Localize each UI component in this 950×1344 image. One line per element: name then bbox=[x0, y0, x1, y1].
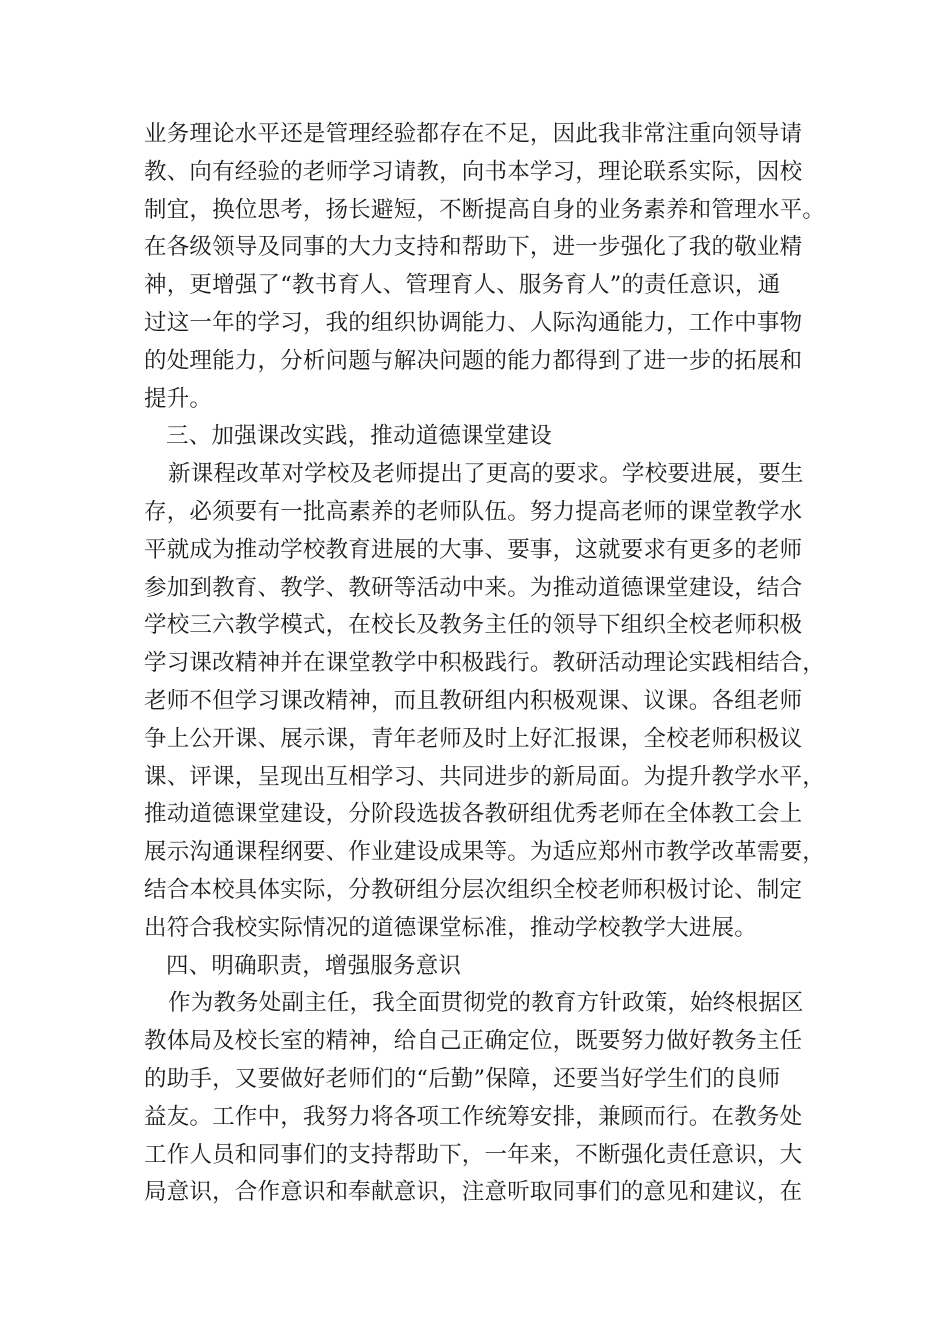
text-line: 教体局及校长室的精神，给自己正确定位，既要努力做好教务主任 bbox=[144, 1028, 803, 1055]
text-line: 存，必须要有一批高素养的老师队伍。努力提高老师的课堂教学水 bbox=[144, 498, 803, 525]
document-body bbox=[144, 116, 834, 1212]
text-line: 过这一年的学习，我的组织协调能力、人际沟通能力，工作中事物 bbox=[144, 309, 803, 336]
text-line: 展示沟通课程纲要、作业建设成果等。为适应郑州市教学改革需要， bbox=[144, 839, 826, 866]
text-line: 的处理能力，分析问题与解决问题的能力都得到了进一步的拓展和 bbox=[144, 347, 803, 374]
paragraph-first-line: 新课程改革对学校及老师提出了更高的要求。学校要进展，要生 bbox=[168, 461, 804, 488]
text-line: 神，更增强了“教书育人、管理育人、服务育人”的责任意识，通 bbox=[144, 272, 781, 299]
text-line: 出符合我校实际情况的道德课堂标准，推动学校教学大进展。 bbox=[144, 914, 757, 941]
text-line: 局意识，合作意识和奉献意识，注意听取同事们的意见和建议，在 bbox=[144, 1179, 803, 1206]
text-line: 课、评课，呈现出互相学习、共同进步的新局面。为提升教学水平， bbox=[144, 763, 826, 790]
text-line: 益友。工作中，我努力将各项工作统筹安排，兼顾而行。在教务处 bbox=[144, 1103, 803, 1130]
text-line: 结合本校具体实际，分教研组分层次组织全校老师积极讨论、制定 bbox=[144, 876, 803, 903]
text-line: 平就成为推动学校教育进展的大事、要事，这就要求有更多的老师 bbox=[144, 536, 803, 563]
text-line: 推动道德课堂建设，分阶段选拔各教研组优秀老师在全体教工会上 bbox=[144, 801, 803, 828]
text-line: 争上公开课、展示课，青年老师及时上好汇报课，全校老师积极议 bbox=[144, 725, 803, 752]
text-line: 的助手，又要做好老师们的“后勤”保障，还要当好学生们的良师 bbox=[144, 1065, 781, 1092]
text-line: 提升。 bbox=[144, 385, 213, 412]
text-line: 参加到教育、教学、教研等活动中来。为推动道德课堂建设，结合 bbox=[144, 574, 803, 601]
text-line: 学校三六教学模式，在校长及教务主任的领导下组织全校老师积极 bbox=[144, 612, 803, 639]
text-line: 工作人员和同事们的支持帮助下，一年来，不断强化责任意识，大 bbox=[144, 1141, 803, 1168]
text-line: 教、向有经验的老师学习请教，向书本学习，理论联系实际，因校 bbox=[144, 158, 803, 185]
paragraph-first-line: 作为教务处副主任，我全面贯彻党的教育方针政策，始终根据区 bbox=[168, 990, 804, 1017]
text-line: 在各级领导及同事的大力支持和帮助下，进一步强化了我的敬业精 bbox=[144, 234, 803, 261]
section-heading: 三、加强课改实践，推动道德课堂建设 bbox=[166, 423, 552, 450]
text-line: 学习课改精神并在课堂教学中积极践行。教研活动理论实践相结合， bbox=[144, 650, 826, 677]
section-heading: 四、明确职责，增强服务意识 bbox=[166, 952, 462, 979]
text-line: 老师不但学习课改精神，而且教研组内积极观课、议课。各组老师 bbox=[144, 687, 803, 714]
text-line: 制宜，换位思考，扬长避短，不断提高自身的业务素养和管理水平。 bbox=[144, 196, 826, 223]
text-line: 业务理论水平还是管理经验都存在不足，因此我非常注重向领导请 bbox=[144, 121, 803, 147]
